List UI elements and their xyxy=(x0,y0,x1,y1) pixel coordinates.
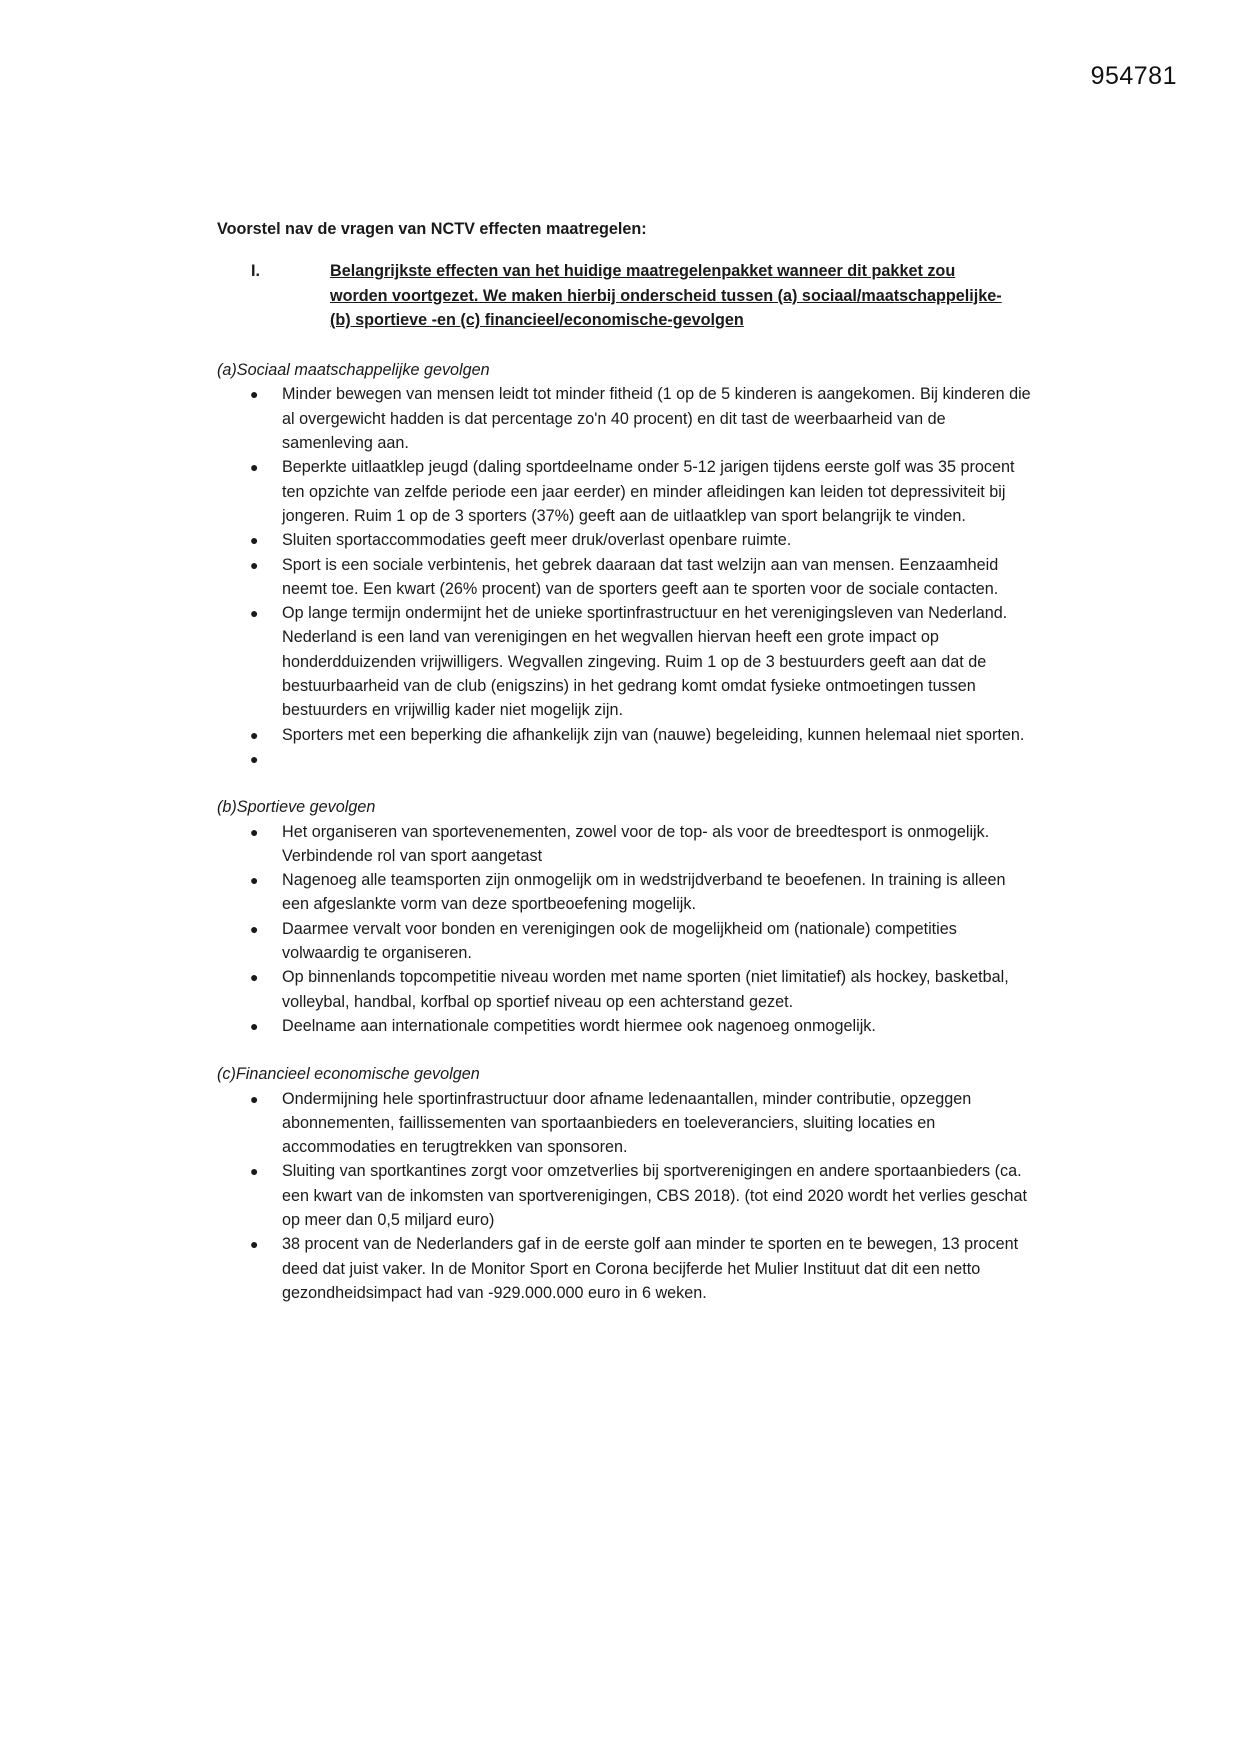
bullet-icon: ● xyxy=(250,386,259,403)
list-item: ● Minder bewegen van mensen leidt tot minder fitheid (1 op de 5 kinderen is aangekomen. Bij kinderen die al overgewicht hadden is dat percentage zo'n 40 procent) en dit tast de weerbaarheid van de samenleving aan. xyxy=(217,382,1032,455)
bullet-icon: ● xyxy=(250,1163,259,1180)
list-item: ● 38 procent van de Nederlanders gaf in de eerste golf aan minder te sporten en te bewegen, 13 procent deed dat juist vaker. In de Monitor Sport en Corona becijferde het Mulier Instituut dat dit een netto gezondheidsimpact had van -929.000.000 euro in 6 weken. xyxy=(217,1232,1032,1305)
bullet-icon: ● xyxy=(250,920,259,937)
list-item: ● Beperkte uitlaatklep jeugd (daling sportdeelname onder 5-12 jarigen tijdens eerste golf was 35 procent ten opzichte van zelfde periode een jaar eerder) en minder afleidingen kan leiden tot depressiviteit bij jongeren. Ruim 1 op de 3 sporters (37%) geeft aan de uitlaatklep van sport belangrijk te vinden. xyxy=(217,455,1032,528)
list-item: ● Op binnenlands topcompetitie niveau worden met name sporten (niet limitatief) als hockey, basketbal, volleybal, handbal, korfbal op sportief niveau op een achterstand gezet. xyxy=(217,965,1032,1014)
list-item: ● Ondermijning hele sportinfrastructuur door afname ledenaantallen, minder contributie, opzeggen abonnementen, faillissementen van sportaanbieders en toeleveranciers, sluiting locaties en accommodaties en terugtrekken van sponsoren. xyxy=(217,1087,1032,1160)
section-a-list xyxy=(217,382,1037,771)
list-item: ● Sluiten sportaccommodaties geeft meer druk/overlast openbare ruimte. xyxy=(217,528,1032,552)
bullet-icon: ● xyxy=(250,726,259,743)
bullet-icon: ● xyxy=(250,556,259,573)
bullet-icon: ● xyxy=(250,969,259,986)
section-b-list xyxy=(217,820,1037,1039)
section-b-title: (b)Sportieve gevolgen xyxy=(217,798,376,817)
list-item: ● Sluiting van sportkantines zorgt voor omzetverlies bij sportverenigingen en andere sportaanbieders (ca. een kwart van de inkomsten van sportverenigingen, CBS 2018). (tot eind 2020 wordt het verlies geschat op meer dan 0,5 miljard euro) xyxy=(217,1159,1032,1232)
section-c-list xyxy=(217,1087,1037,1306)
list-item: ● Sport is een sociale verbintenis, het gebrek daaraan dat tast welzijn aan van mensen. Eenzaamheid neemt toe. Een kwart (26% procent) van de sporters geeft aan te sporten voor de sociale contacten. xyxy=(217,553,1032,602)
list-item: ● Het organiseren van sportevenementen, zowel voor de top- als voor de breedtesport is onmogelijk. Verbindende rol van sport aangetast xyxy=(217,820,1032,869)
bullet-icon: ● xyxy=(250,872,259,889)
document-body xyxy=(217,217,1037,1305)
list-item: ● Deelname aan internationale competities wordt hiermee ook nagenoeg onmogelijk. xyxy=(217,1014,1032,1038)
list-item: ● Daarmee vervalt voor bonden en verenigingen ook de mogelijkheid om (nationale) competities volwaardig te organiseren. xyxy=(217,917,1032,966)
section-c-title: (c)Financieel economische gevolgen xyxy=(217,1065,480,1084)
list-item-empty xyxy=(217,747,1032,771)
bullet-icon: ● xyxy=(250,459,259,476)
heading-text: Belangrijkste effecten van het huidige maatregelenpakket wanneer dit pakket zou worden voortgezet. We maken hierbij onderscheid tussen (a) sociaal/maatschappelijke- (b) sportieve -en (c) financieel/economische-gevolgen xyxy=(330,262,1002,329)
bullet-icon: ● xyxy=(250,605,259,622)
list-item: ● Nagenoeg alle teamsporten zijn onmogelijk om in wedstrijdverband te beoefenen. In training is alleen een afgeslankte vorm van deze sportbeoefening mogelijk. xyxy=(217,868,1032,917)
bullet-icon: ● xyxy=(250,532,259,549)
bullet-icon: ● xyxy=(250,1236,259,1253)
section-a-title: (a)Sociaal maatschappelijke gevolgen xyxy=(217,361,490,380)
bullet-icon: ● xyxy=(250,1090,259,1107)
bullet-icon: ● xyxy=(250,823,259,840)
bullet-icon: ● xyxy=(250,1017,259,1034)
list-item: ● Sporters met een beperking die afhankelijk zijn van (nauwe) begeleiding, kunnen helemaal niet sporten. xyxy=(217,723,1032,747)
document-number: 954781 xyxy=(1090,62,1177,90)
list-item: ● Op lange termijn ondermijnt het de unieke sportinfrastructuur en het verenigingsleven van Nederland. Nederland is een land van verenigingen en het wegvallen hiervan heeft een grote impact op honderdduizenden vrijwilligers. Wegvallen zingeving. Ruim 1 op de 3 bestuurders geeft aan dat de bestuurbaarheid van de club (enigszins) in het gedrang komt omdat fysieke ontmoetingen tussen bestuurders en vrijwillig kader niet mogelijk zijn. xyxy=(217,601,1032,722)
section-heading xyxy=(217,259,1037,332)
document-title: Voorstel nav de vragen van NCTV effecten maatregelen: xyxy=(217,220,647,238)
heading-numeral: I. xyxy=(251,262,260,281)
bullet-icon: ● xyxy=(250,750,259,767)
